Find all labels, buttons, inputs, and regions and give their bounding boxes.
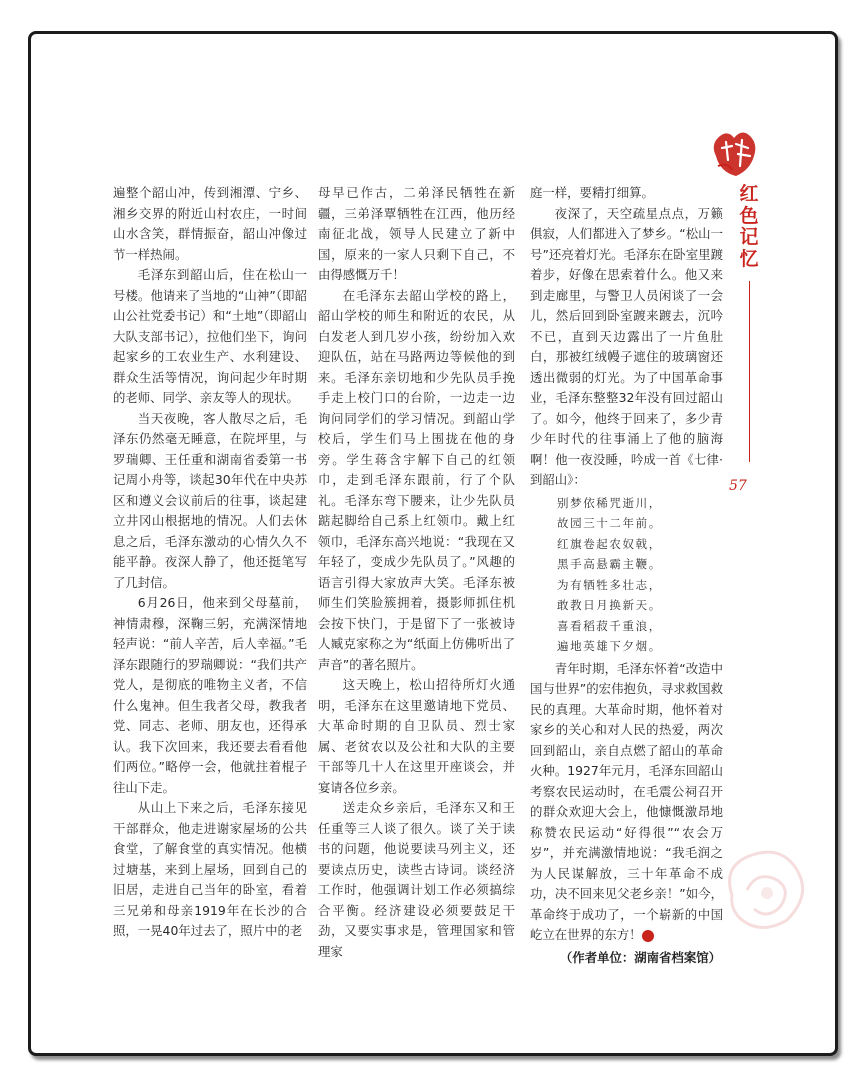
- brand-logo: [708, 126, 760, 181]
- section-title-char: 红: [739, 183, 759, 205]
- end-mark-icon: 心: [642, 930, 654, 942]
- paragraph: 毛泽东到韶山后，住在松山一号楼。他请来了当地的“山神”（即韶山公社党委书记）和“土地”（即韶山大队支部书记），拉他们坐下，询问起家乡的工农业生产、水利建设、群众生活等情况，询问起少年时期的老师、同学、亲友等人的现状。: [113, 267, 307, 405]
- poem-line: 故园三十二年前。: [557, 516, 662, 530]
- paragraph: 这天晚上，松山招待所灯火通明，毛泽东在这里邀请地下党员、大革命时期的自卫队员、烈士家属、老贫农以及公社和大队的主要干部等几十人在这里开座谈会，并宴请各位乡亲。: [318, 677, 515, 795]
- paragraph: 6月26日，他来到父母墓前，神情肃穆，深鞠三躬，充满深情地轻声说：“前人辛苦，后人幸福。”毛泽东跟随行的罗瑞卿说：“我们共产党人，是彻底的唯物主义者，不信什么鬼神。但生我者父母，教我者党、同志、老师、朋友也，还得承认。我下次回来，我还要去看看他们两位。”略停一会，他就拄着棍子往山下走。: [113, 595, 307, 795]
- poem-line: 遍地英雄下夕烟。: [557, 639, 662, 653]
- paragraph-text: 青年时期，毛泽东怀着“改造中国与世界”的宏伟抱负，寻求救国救民的真理。大革命时期，他怀着对家乡的关心和对人民的热爱，两次回到韶山，亲自点燃了韶山的革命火种。1927年元月，毛泽东回韶山考察农民运动时，在毛震公祠召开的群众欢迎大会上，他慷慨激昂地称赞农民运动“好得很”“农会万岁”，并充满激情地说：“我毛润之为人民谋解放，三十年革命不成功，决不回来见父老乡亲！”如今，革命终于成功了，一个崭新的中国屹立在世界的东方！: [530, 660, 723, 942]
- poem-line: 黑手高悬霸主鞭。: [557, 557, 662, 571]
- poem-line: 红旗卷起农奴戟，: [557, 536, 662, 551]
- paragraph: 夜深了，天空疏星点点，万籁俱寂，人们都进入了梦乡。“松山一号”还亮着灯光。毛泽东在卧室里踱着步，好像在思索着什么。他又来到走廊里，与警卫人员闲谈了一会儿，然后回到卧室踱来踱去，沉吟不已，直到天边露出了一片鱼肚白，那被红绒幔子遮住的玻璃窗还透出微弱的灯光。为了中国革命事业，毛泽东整整32年没有回过韶山了。如今，他终于回来了，多少青少年时代的往事涌上了他的脑海啊！他一夜没睡，吟成一首《七律·到韶山》：: [530, 205, 723, 487]
- poem: [530, 493, 723, 657]
- poem-line: 为有牺牲多壮志，: [557, 577, 662, 592]
- section-title-char: 色: [739, 204, 759, 227]
- paragraph: 庭一样，要精打细算。: [530, 185, 654, 200]
- text-column-2: [318, 183, 515, 962]
- watermark-logo: [712, 835, 822, 945]
- side-divider: [749, 281, 750, 462]
- paragraph: 当天夜晚，客人散尽之后，毛泽东仍然毫无睡意，在院坪里，与罗瑞卿、王任重和湖南省委第一书记周小舟等，谈起30年代在中央苏区和遵义会议前后的往事，谈起建立井冈山根据地的情况。人们去休息之后，毛泽东激动的心情久久不能平静。夜深人静了，他还挺笔写了几封信。: [113, 410, 307, 590]
- section-title-char: 记: [739, 226, 759, 248]
- paragraph: 从山上下来之后，毛泽东接见干部群众，他走进谢家屋场的公共食堂，了解食堂的真实情况。他横过塘基，来到上屋场，回到自己的旧居，走进自己当年的卧室，看着三兄弟和母亲1919年在长沙的合照，一晃40年过去了，照片中的老: [113, 800, 307, 938]
- poem-line: 别梦依稀咒逝川，: [557, 495, 662, 510]
- author-affiliation: （作者单位：湖南省档案馆）: [559, 949, 721, 965]
- paragraph: 遍整个韶山冲，传到湘潭、宁乡、湘乡交界的附近山村农庄，一时间山水含笑，群情振奋，韶山冲像过节一样热闹。: [113, 185, 307, 262]
- paragraph: 母早已作古，二弟泽民牺牲在新疆，三弟泽覃牺牲在江西，他历经南征北战，领导人民建立了新中国，原来的一家人只剩下自己，不由得感慨万千！: [318, 185, 515, 282]
- paragraph: 送走众乡亲后，毛泽东又和王任重等三人谈了很久。谈了关于读书的问题，他说要读马列主义，还要读点历史，读些古诗词。谈经济工作时，他强调计划工作必须搞综合平衡。经济建设必须要鼓足干劲，又要实事求是，管理国家和管理家: [318, 800, 515, 959]
- poem-line: 喜看稻菽千重浪，: [557, 618, 662, 633]
- poem-line: 敢教日月换新天。: [557, 598, 662, 612]
- paragraph: 在毛泽东去韶山学校的路上，韶山学校的师生和附近的农民，从白发老人到几岁小孩，纷纷加入欢迎队伍，站在马路两边等候他的到来。毛泽东亲切地和少先队员手挽手走上校门口的台阶，一边走一边询问同学们的学习情况。到韶山学校后，学生们马上围拢在他的身旁。学生蒋含宇解下自己的红领巾，走到毛泽东跟前，行了个队礼。毛泽东弯下腰来，让少先队员踮起脚给自己系上红领巾。戴上红领巾，毛泽东高兴地说：“我现在又年轻了，变成少先队员了。”风趣的语言引得大家放声大笑。毛泽东被师生们笑脸簇拥着，摄影师抓住机会按下快门，于是留下了一张被诗人臧克家称之为“纸面上仿佛听出了声音”的著名照片。: [318, 287, 515, 672]
- paragraph: [530, 659, 723, 946]
- text-column-3: [530, 183, 723, 968]
- page-number: 57: [729, 478, 747, 494]
- text-column-1: [113, 183, 307, 942]
- section-title: [738, 184, 760, 270]
- section-title-char: 忆: [739, 247, 759, 270]
